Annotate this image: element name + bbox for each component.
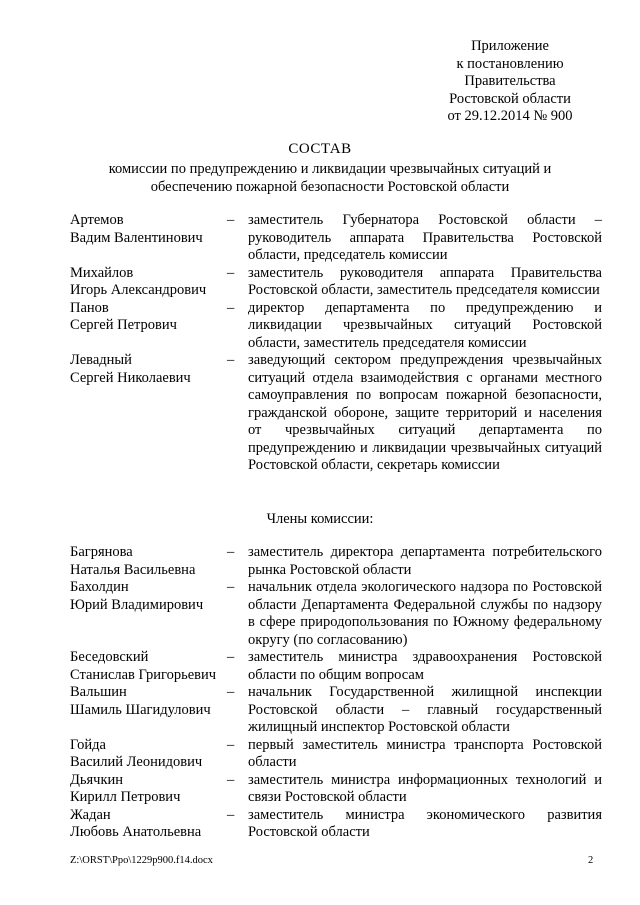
person-name	[70, 579, 227, 649]
leader-entry	[70, 300, 602, 353]
person-surname: Вальшин	[70, 684, 127, 700]
leaders-list	[70, 212, 602, 475]
person-position: начальник Государственной жилищной инспекции Ростовской области – главный государственный жилищный инспектор Ростовской области	[248, 684, 602, 735]
dash-separator: –	[227, 579, 235, 595]
person-name	[70, 352, 227, 475]
person-position: заместитель руководителя аппарата Правительства Ростовской области, заместитель председателя комиссии	[248, 264, 602, 298]
person-position: заместитель министра информационных технологий и связи Ростовской области	[248, 771, 602, 805]
person-position: заведующий сектором предупреждения чрезвычайных ситуаций отдела взаимодействия с органами местного самоуправления по вопросам пожарной безопасности, гражданской обороне, защите территорий и населения от чрезвычайных ситуаций департамента по предупреждению и ликвидации чрезвычайных ситуаций Ростовской области, секретарь комиссии	[248, 352, 602, 473]
person-surname: Панов	[70, 299, 109, 316]
person-position: заместитель директора департамента потребительского рынка Ростовской области	[248, 544, 602, 578]
footer-file-path: Z:\ORST\Ppo\1229p900.f14.docx	[70, 855, 213, 866]
person-name	[70, 737, 227, 772]
appendix-block	[420, 38, 600, 126]
dash-separator: –	[227, 212, 235, 228]
member-entry	[70, 684, 602, 737]
leader-entry	[70, 265, 602, 300]
dash-separator: –	[227, 352, 235, 368]
person-name	[70, 544, 227, 579]
person-given-name: Любовь Анатольевна	[70, 824, 202, 840]
person-surname: Жадан	[70, 806, 111, 823]
person-position: заместитель министра здравоохранения Ростовской области по общим вопросам	[248, 649, 602, 683]
dash-separator: –	[227, 264, 235, 281]
person-surname: Михайлов	[70, 264, 134, 281]
member-entry	[70, 737, 602, 772]
member-entry	[70, 649, 602, 684]
person-position: первый заместитель министра транспорта Ростовской области	[248, 736, 602, 770]
person-surname: Дьячкин	[70, 771, 124, 788]
person-name	[70, 649, 227, 684]
person-given-name: Сергей Петрович	[70, 317, 177, 333]
document-title: СОСТАВ	[288, 141, 352, 157]
person-name	[70, 300, 227, 353]
person-surname: Левадный	[70, 352, 132, 368]
dash-separator: –	[227, 736, 235, 753]
leader-entry	[70, 352, 602, 475]
dash-separator: –	[227, 771, 235, 788]
person-given-name: Василий Леонидович	[70, 754, 203, 770]
person-surname: Гойда	[70, 736, 106, 753]
person-given-name: Игорь Александрович	[70, 282, 207, 298]
person-surname: Багрянова	[70, 544, 133, 560]
appendix-line: к постановлению	[456, 55, 564, 72]
appendix-line: от 29.12.2014 № 900	[447, 108, 573, 124]
person-position: заместитель министра экономического развития Ростовской области	[248, 806, 602, 840]
dash-separator: –	[227, 544, 235, 560]
person-surname: Бахолдин	[70, 579, 129, 595]
subtitle-line: обеспечению пожарной безопасности Ростовской области	[150, 179, 510, 195]
subtitle-line: комиссии по предупреждению и ликвидации чрезвычайных ситуаций и	[108, 161, 552, 177]
appendix-line: Ростовской области	[449, 90, 571, 107]
dash-separator: –	[227, 649, 235, 665]
person-name	[70, 772, 227, 807]
member-entry	[70, 807, 602, 842]
member-entry	[70, 544, 602, 579]
person-position: заместитель Губернатора Ростовской области – руководитель аппарата Правительства Ростовской области, председатель комиссии	[248, 212, 602, 263]
person-given-name: Юрий Владимирович	[70, 596, 204, 613]
members-heading: Члены комиссии:	[266, 511, 374, 527]
person-surname: Беседовский	[70, 649, 149, 665]
person-given-name: Шамиль Шагидулович	[70, 701, 211, 718]
dash-separator: –	[227, 299, 235, 316]
appendix-line: Приложение	[471, 38, 549, 54]
person-given-name: Сергей Николаевич	[70, 369, 191, 386]
document-subtitle	[60, 160, 600, 196]
leader-entry	[70, 212, 602, 265]
person-name	[70, 212, 227, 265]
member-entry	[70, 772, 602, 807]
dash-separator: –	[227, 684, 235, 700]
person-name	[70, 265, 227, 300]
member-entry	[70, 579, 602, 649]
person-surname: Артемов	[70, 212, 124, 228]
person-given-name: Вадим Валентинович	[70, 229, 203, 246]
person-name	[70, 684, 227, 737]
person-given-name: Кирилл Петрович	[70, 789, 181, 805]
dash-separator: –	[227, 806, 235, 823]
footer-page-number: 2	[588, 855, 594, 866]
members-list	[70, 544, 602, 842]
person-position: начальник отдела экологического надзора по Ростовской области Департамента Федеральной службы по надзору в сфере природопользования по Южному федеральному округу (по согласованию)	[248, 579, 602, 648]
person-name	[70, 807, 227, 842]
appendix-line: Правительства	[464, 73, 556, 89]
person-position: директор департамента по предупреждению и ликвидации чрезвычайных ситуаций Ростовской области, заместитель председателя комиссии	[248, 299, 602, 351]
person-given-name: Наталья Васильевна	[70, 561, 196, 578]
person-given-name: Станислав Григорьевич	[70, 666, 217, 683]
